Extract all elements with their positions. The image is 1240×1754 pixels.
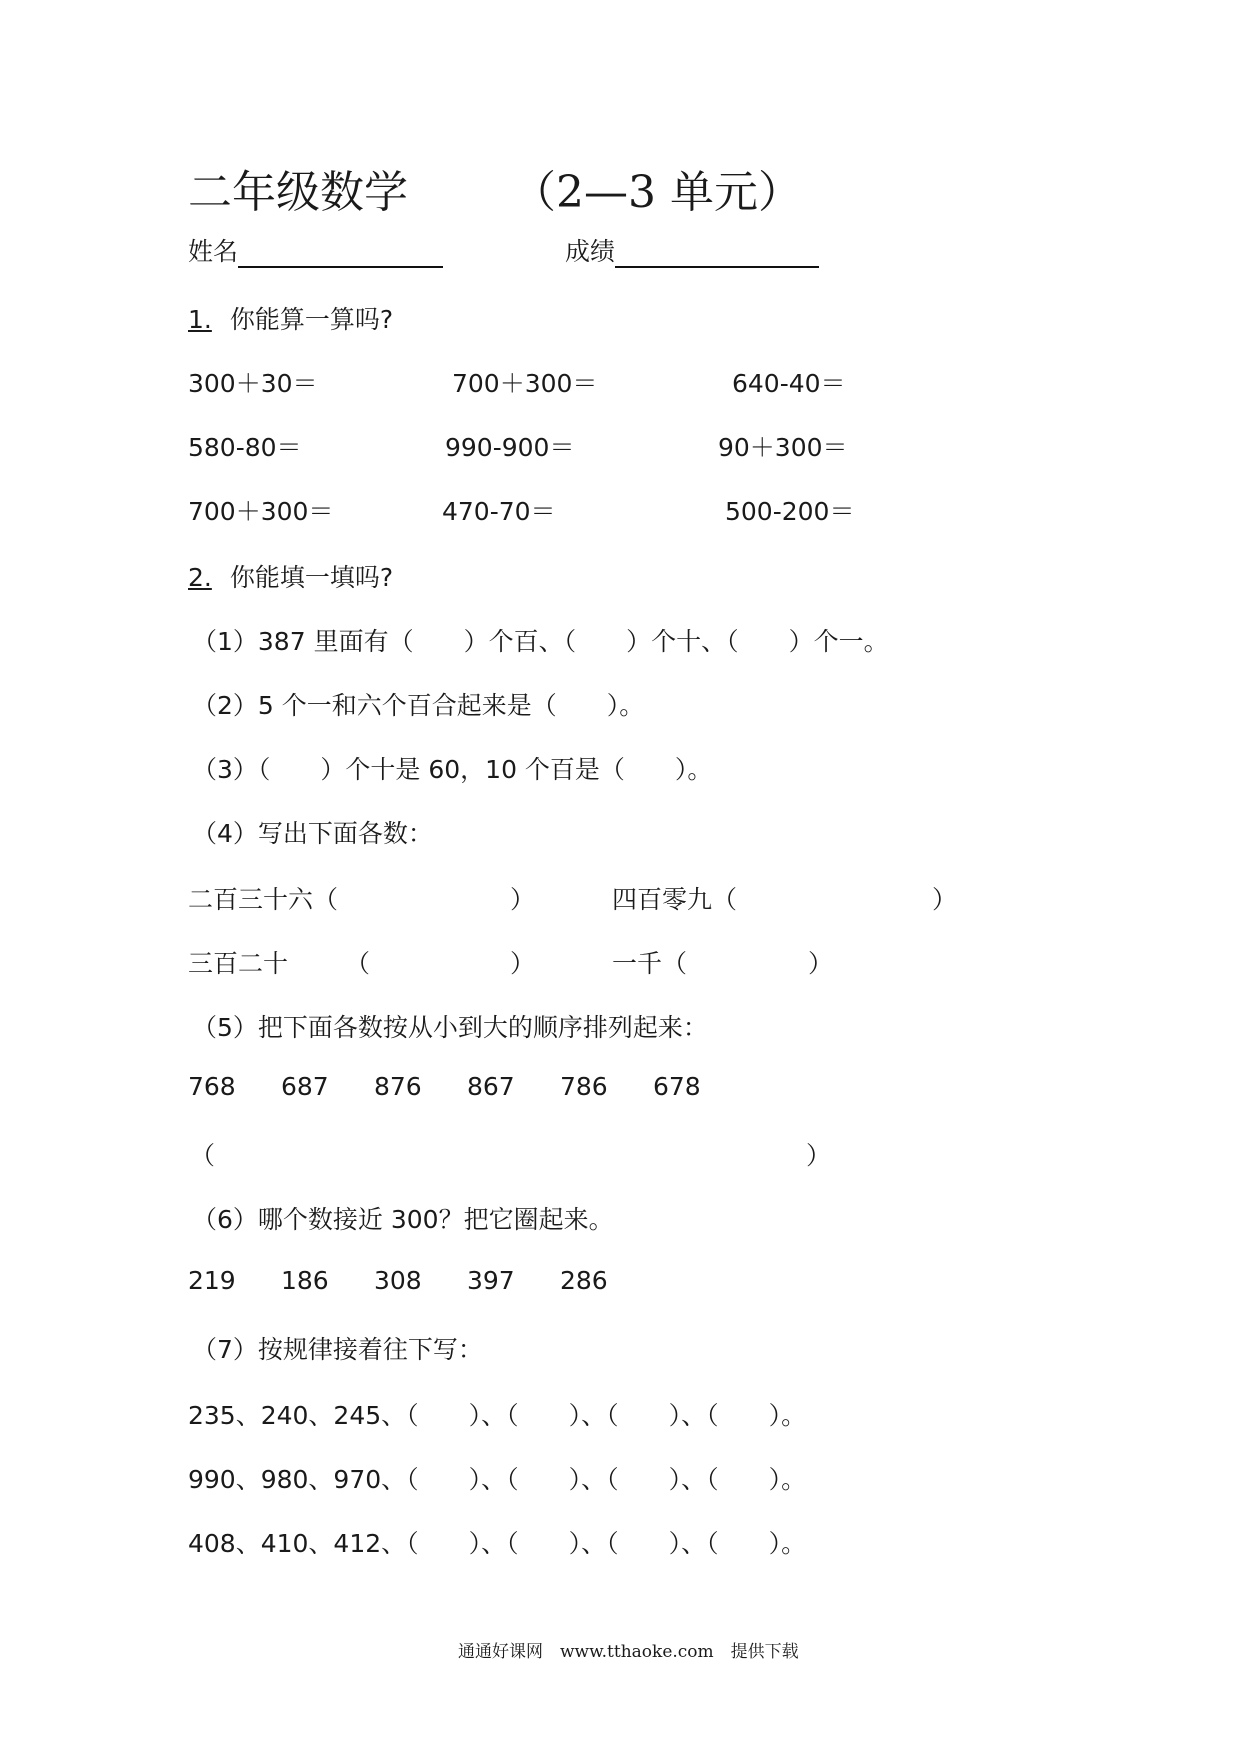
question-1-number: 1. [188, 305, 212, 334]
sort-number: 876 [374, 1072, 422, 1101]
circle-number[interactable]: 219 [188, 1266, 236, 1295]
question-2-heading [188, 558, 393, 594]
calc-item: 580-80＝ [188, 433, 302, 462]
pattern-row: 235、240、245、（ ）、（ ）、（ ）、（ ）。 [188, 1401, 807, 1430]
write-number-close: ） [808, 949, 834, 978]
circle-number[interactable]: 186 [281, 1266, 329, 1295]
write-number-close: ） [510, 949, 536, 978]
write-number-close: ） [932, 885, 958, 914]
question-1-heading [188, 300, 393, 336]
pattern-row: 990、980、970、（ ）、（ ）、（ ）、（ ）。 [188, 1465, 807, 1494]
write-number-label: 一千（ [612, 949, 688, 978]
calc-item: 500-200＝ [725, 497, 855, 526]
name-label: 姓名 [188, 237, 239, 266]
calc-item: 90＋300＝ [718, 433, 848, 462]
circle-number[interactable]: 308 [374, 1266, 422, 1295]
calc-item: 990-900＝ [445, 433, 575, 462]
sub-question-7: （7）按规律接着往下写： [192, 1335, 483, 1364]
footer-source: 通通好课网 www.tthaoke.com 提供下载 [458, 1642, 799, 1662]
sort-answer-close: ） [806, 1141, 832, 1170]
sub-question-4: （4）写出下面各数： [192, 819, 433, 848]
sort-number: 687 [281, 1072, 329, 1101]
sub-question-1: （1）387 里面有（ ）个百、（ ）个十、（ ）个一。 [192, 627, 889, 656]
write-number-label: 三百二十 [188, 949, 289, 978]
unit-subtitle: （2—3 单元） [512, 167, 802, 218]
sort-number: 768 [188, 1072, 236, 1101]
write-number-label: 二百三十六（ [188, 885, 339, 914]
score-label: 成绩 [565, 237, 616, 266]
name-blank-line[interactable] [238, 238, 443, 268]
calc-item: 700＋300＝ [452, 369, 598, 398]
pattern-row: 408、410、412、（ ）、（ ）、（ ）、（ ）。 [188, 1529, 807, 1558]
write-number-open: （ [345, 949, 371, 978]
calc-item: 700＋300＝ [188, 497, 334, 526]
calc-item: 300＋30＝ [188, 369, 318, 398]
score-blank-line[interactable] [615, 238, 819, 268]
sub-question-6: （6）哪个数接近 300？把它圈起来。 [192, 1205, 614, 1234]
sub-question-2: （2）5 个一和六个百合起来是（ ）。 [192, 691, 645, 720]
sort-number: 678 [653, 1072, 701, 1101]
circle-number[interactable]: 286 [560, 1266, 608, 1295]
page-title: 二年级数学 [188, 167, 408, 218]
question-2-number: 2. [188, 563, 212, 592]
name-field [188, 232, 443, 268]
calc-item: 470-70＝ [442, 497, 556, 526]
sort-number: 867 [467, 1072, 515, 1101]
question-1-text: 你能算一算吗? [229, 305, 394, 334]
circle-number[interactable]: 397 [467, 1266, 515, 1295]
write-number-close: ） [510, 885, 536, 914]
sub-question-3: （3）（ ）个十是 60，10 个百是（ ）。 [192, 755, 713, 784]
calc-item: 640-40＝ [732, 369, 846, 398]
sort-number: 786 [560, 1072, 608, 1101]
score-field [565, 232, 819, 268]
sub-question-5: （5）把下面各数按从小到大的顺序排列起来： [192, 1013, 708, 1042]
question-2-text: 你能填一填吗? [229, 563, 394, 592]
sort-answer-open: （ [190, 1141, 216, 1170]
write-number-label: 四百零九（ [612, 885, 738, 914]
